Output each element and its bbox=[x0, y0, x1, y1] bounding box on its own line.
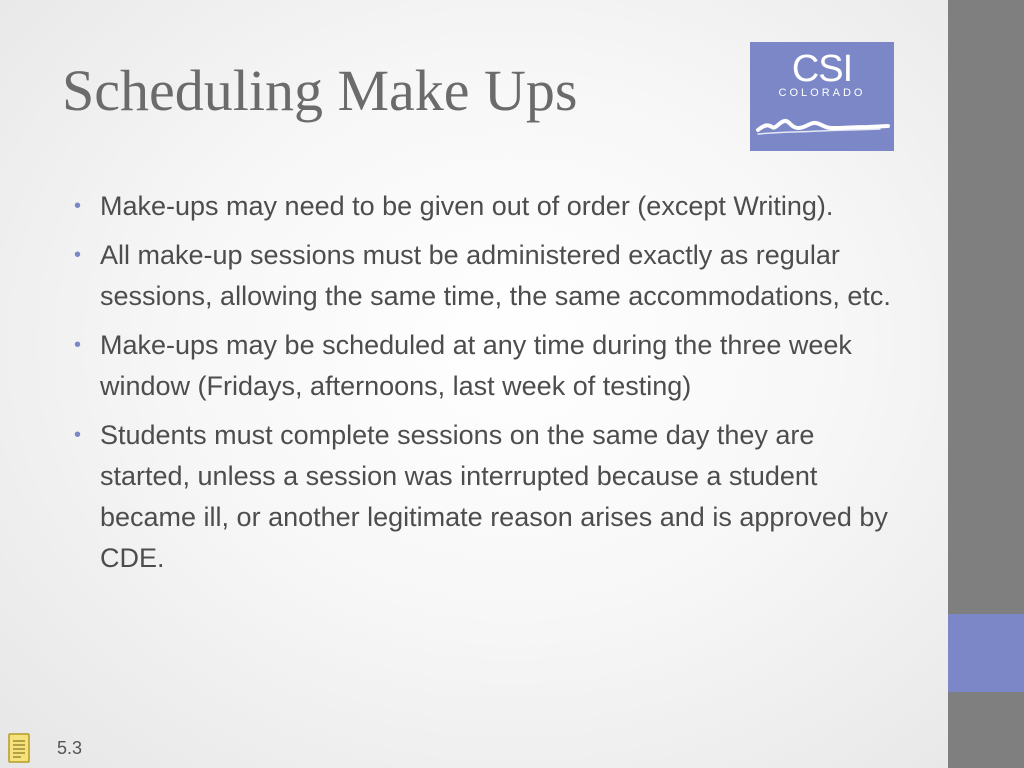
bullet-item bbox=[74, 325, 904, 407]
note-icon[interactable] bbox=[8, 733, 30, 763]
bullet-text: Students must complete sessions on the same day they are started, unless a session was interrupted because a student became ill, or another legitimate reason arises and is approved by CDE. bbox=[100, 420, 888, 573]
page-number: 5.3 bbox=[57, 738, 83, 758]
bullet-text: Make-ups may need to be given out of order (except Writing). bbox=[100, 191, 834, 221]
bullet-item bbox=[74, 415, 904, 579]
bullet-item bbox=[74, 235, 904, 317]
bullet-dot-icon: • bbox=[74, 334, 82, 356]
logo-csi-text: CSI bbox=[791, 48, 853, 90]
bullet-list bbox=[74, 186, 904, 587]
csi-colorado-logo bbox=[750, 42, 894, 151]
logo-colorado-text: COLORADO bbox=[778, 87, 866, 99]
bullet-dot-icon: • bbox=[74, 244, 82, 266]
bullet-item bbox=[74, 186, 904, 227]
bullet-text: All make-up sessions must be administered exactly as regular sessions, allowing the same time, the same accommodations, etc. bbox=[100, 240, 891, 311]
mountain-swoosh-icon bbox=[750, 106, 894, 146]
slide-title: Scheduling Make Ups bbox=[62, 58, 578, 123]
bullet-text: Make-ups may be scheduled at any time during the three week window (Fridays, afternoons, last week of testing) bbox=[100, 330, 852, 401]
side-bar-accent bbox=[948, 614, 1024, 692]
bullet-dot-icon: • bbox=[74, 424, 82, 446]
bullet-dot-icon: • bbox=[74, 195, 82, 217]
